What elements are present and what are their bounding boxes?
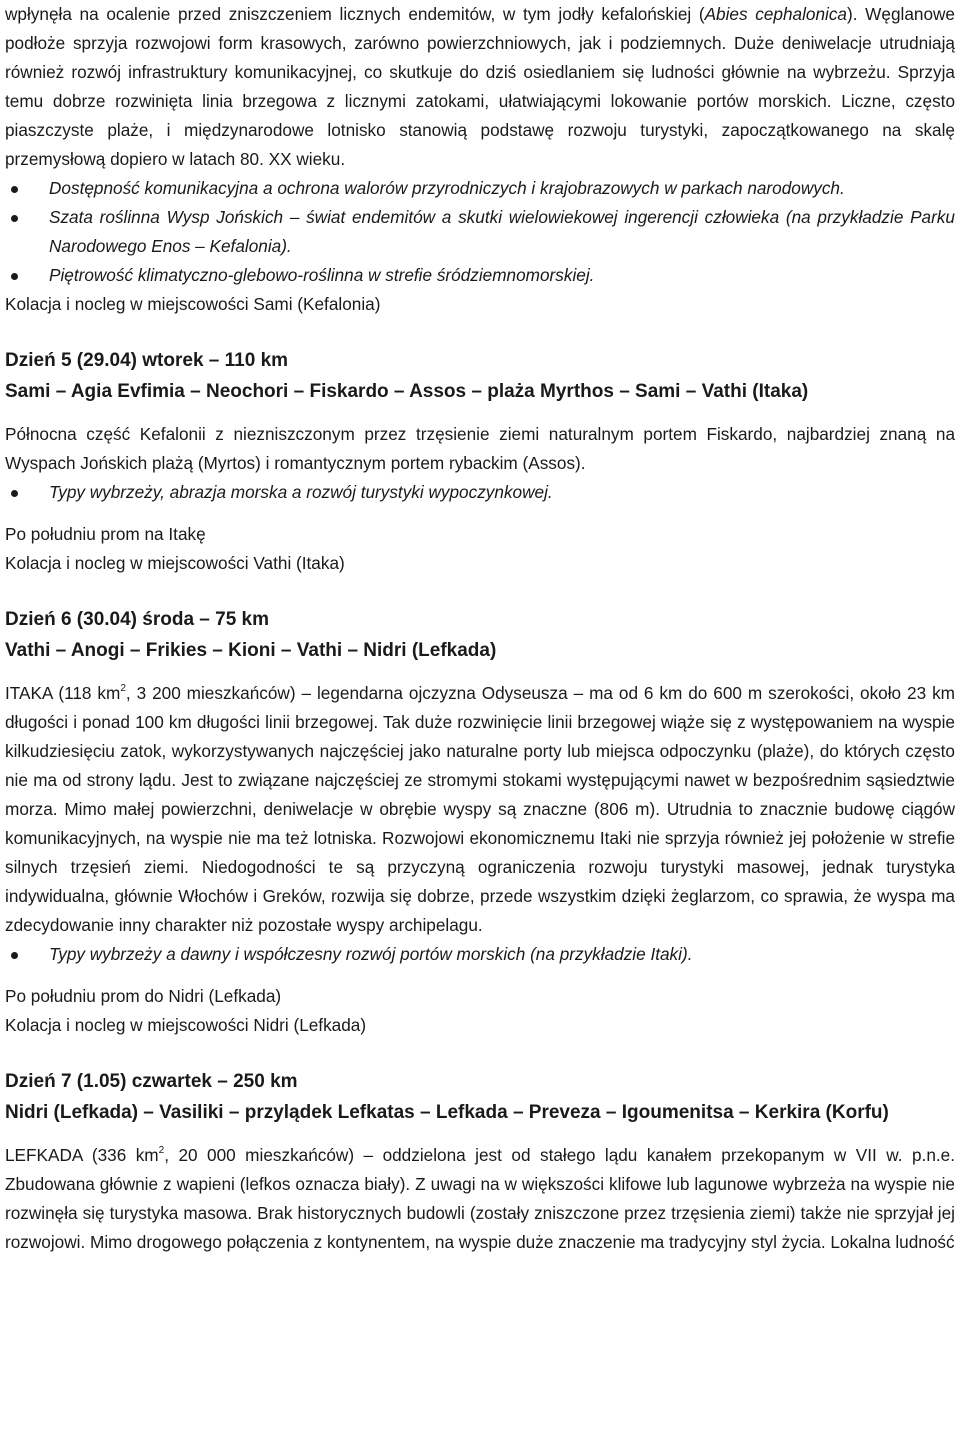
list-item-text: Piętrowość klimatyczno-glebowo-roślinna w strefie śródziemnomorskiej. (49, 265, 595, 285)
bullet-icon (11, 273, 18, 280)
list-item (5, 940, 955, 969)
intro-text-2: ). Węglanowe podłoże sprzyja rozwojowi form krasowych, zarówno powierzchniowych, jak i podziemnych. Duże deniwelacje utrudniają również rozwój infrastruktury komunikacyjnej, co skutkuje do dziś osiedlaniem się ludności głównie na wybrzeżu. Sprzyja temu dobrze rozwinięta linia brzegowa z licznymi zatokami, ułatwiającymi lokowanie portów morskich. Liczne, często piaszczyste plaże, i międzynarodowe lotnisko stanowią podstawę rozwoju turystyki, zapoczątkowanego na skalę przemysłową dopiero w latach 80. XX wieku. (5, 4, 955, 169)
intro-paragraph (5, 0, 955, 174)
day7-description (5, 1141, 955, 1257)
day6-note-lodging: Kolacja i nocleg w miejscowości Nidri (Lefkada) (5, 1015, 367, 1035)
superscript: 2 (120, 683, 126, 694)
day5-description: Północna część Kefalonii z niezniszczonym przez trzęsienie ziemi naturalnym portem Fiskardo, najbardziej znaną na Wyspach Jońskich plażą (Myrtos) i romantycznym portem rybackim (Assos). (5, 424, 955, 473)
list-item (5, 478, 955, 507)
day6-description (5, 679, 955, 940)
day6-text-b: , 3 200 mieszkańców) – legendarna ojczyzna Odyseusza – ma od 6 km do 600 m szerokości, około 23 km długości i ponad 100 km długości linii brzegowej. Tak duże rozwinięcie linii brzegowej wiąże się z występowaniem na wyspie kilkudziesięciu zatok, wykorzystywanych najczęściej jako naturalne porty lub miejsca odpoczynku (plaże), do których często nie ma od strony lądu. Jest to związane najczęściej ze stromymi stokami występującymi nawet w bezpośrednim sąsiedztwie morza. Mimo małej powierzchni, deniwelacje w obrębie wyspy są znaczne (806 m). Utrudnia to znacznie budowę ciągów komunikacyjnych, na wyspie nie ma też lotniska. Rozwojowi ekonomicznemu Itaki nie sprzyja również jej położenie w strefie silnych trzęsień ziemi. Niedogodności te są przyczyną ograniczenia rozwoju turystyki masowej, jednak turystyka indywidualna, głównie Włochów i Greków, rozwija się dobrze, przede wszystkim dzięki żeglarzom, co sprawia, że wyspa ma zdecydowanie inny charakter niż pozostałe wyspy archipelagu. (5, 683, 955, 935)
topic-list-1 (5, 174, 955, 290)
day6-note-ferry: Po południu prom do Nidri (Lefkada) (5, 986, 282, 1006)
day5-title: Dzień 5 (29.04) wtorek – 110 km (5, 350, 289, 371)
bullet-icon (11, 215, 18, 222)
day6-text-a: ITAKA (118 km (5, 683, 121, 703)
list-item (5, 261, 955, 290)
list-item-text: Typy wybrzeży a dawny i współczesny rozwój portów morskich (na przykładzie Itaki). (49, 944, 693, 964)
list-item (5, 174, 955, 203)
day6-route: Vathi – Anogi – Frikies – Kioni – Vathi – Nidri (Lefkada) (5, 640, 497, 661)
day7-route: Nidri (Lefkada) – Vasiliki – przylądek Lefkatas – Lefkada – Preveza – Igoumenitsa – Kerkira (Korfu) (5, 1102, 889, 1123)
bullet-icon (11, 490, 18, 497)
latin-name: Abies cephalonica (704, 4, 847, 24)
day5-note-lodging: Kolacja i nocleg w miejscowości Vathi (Itaka) (5, 553, 345, 573)
day6-topic-list (5, 940, 955, 969)
day7-text-b: , 20 000 mieszkańców) – oddzielona jest od stałego lądu kanałem przekopanym w VII w. p.n.e. Zbudowana głównie z wapieni (lefkos oznacza biały). Z uwagi na w większości klifowe lub lagunowe wybrzeża na wyspie nie rozwinęła się turystyka masowa. Brak historycznych budowli (zostały zniszczone przez trzęsienia ziemi) także nie sprzyjał jej rozwojowi. Mimo drogowego połączenia z kontynentem, na wyspie duże znaczenie ma tradycyjny styl życia. Lokalna ludność (5, 1145, 955, 1252)
bullet-icon (11, 186, 18, 193)
list-item-text: Szata roślinna Wysp Jońskich – świat endemitów a skutki wielowiekowej ingerencji człowieka (na przykładzie Parku Narodowego Enos – Kefalonia). (49, 207, 955, 256)
intro-text-1: wpłynęła na ocalenie przed zniszczeniem licznych endemitów, w tym jodły kefalońskiej ( (5, 4, 705, 24)
day5-note-ferry: Po południu prom na Itakę (5, 524, 206, 544)
day7-title: Dzień 7 (1.05) czwartek – 250 km (5, 1071, 298, 1092)
lodging-note: Kolacja i nocleg w miejscowości Sami (Kefalonia) (5, 294, 381, 314)
superscript: 2 (158, 1145, 165, 1156)
day7-text-a: LEFKADA (336 km (5, 1145, 159, 1165)
list-item-text: Dostępność komunikacyjna a ochrona walorów przyrodniczych i krajobrazowych w parkach narodowych. (49, 178, 845, 198)
day5-route: Sami – Agia Evfimia – Neochori – Fiskardo – Assos – plaża Myrthos – Sami – Vathi (Itaka) (5, 381, 809, 402)
day5-topic-list (5, 478, 955, 507)
list-item (5, 203, 955, 261)
list-item-text: Typy wybrzeży, abrazja morska a rozwój turystyki wypoczynkowej. (49, 482, 553, 502)
bullet-icon (11, 952, 18, 959)
day6-title: Dzień 6 (30.04) środa – 75 km (5, 609, 270, 630)
